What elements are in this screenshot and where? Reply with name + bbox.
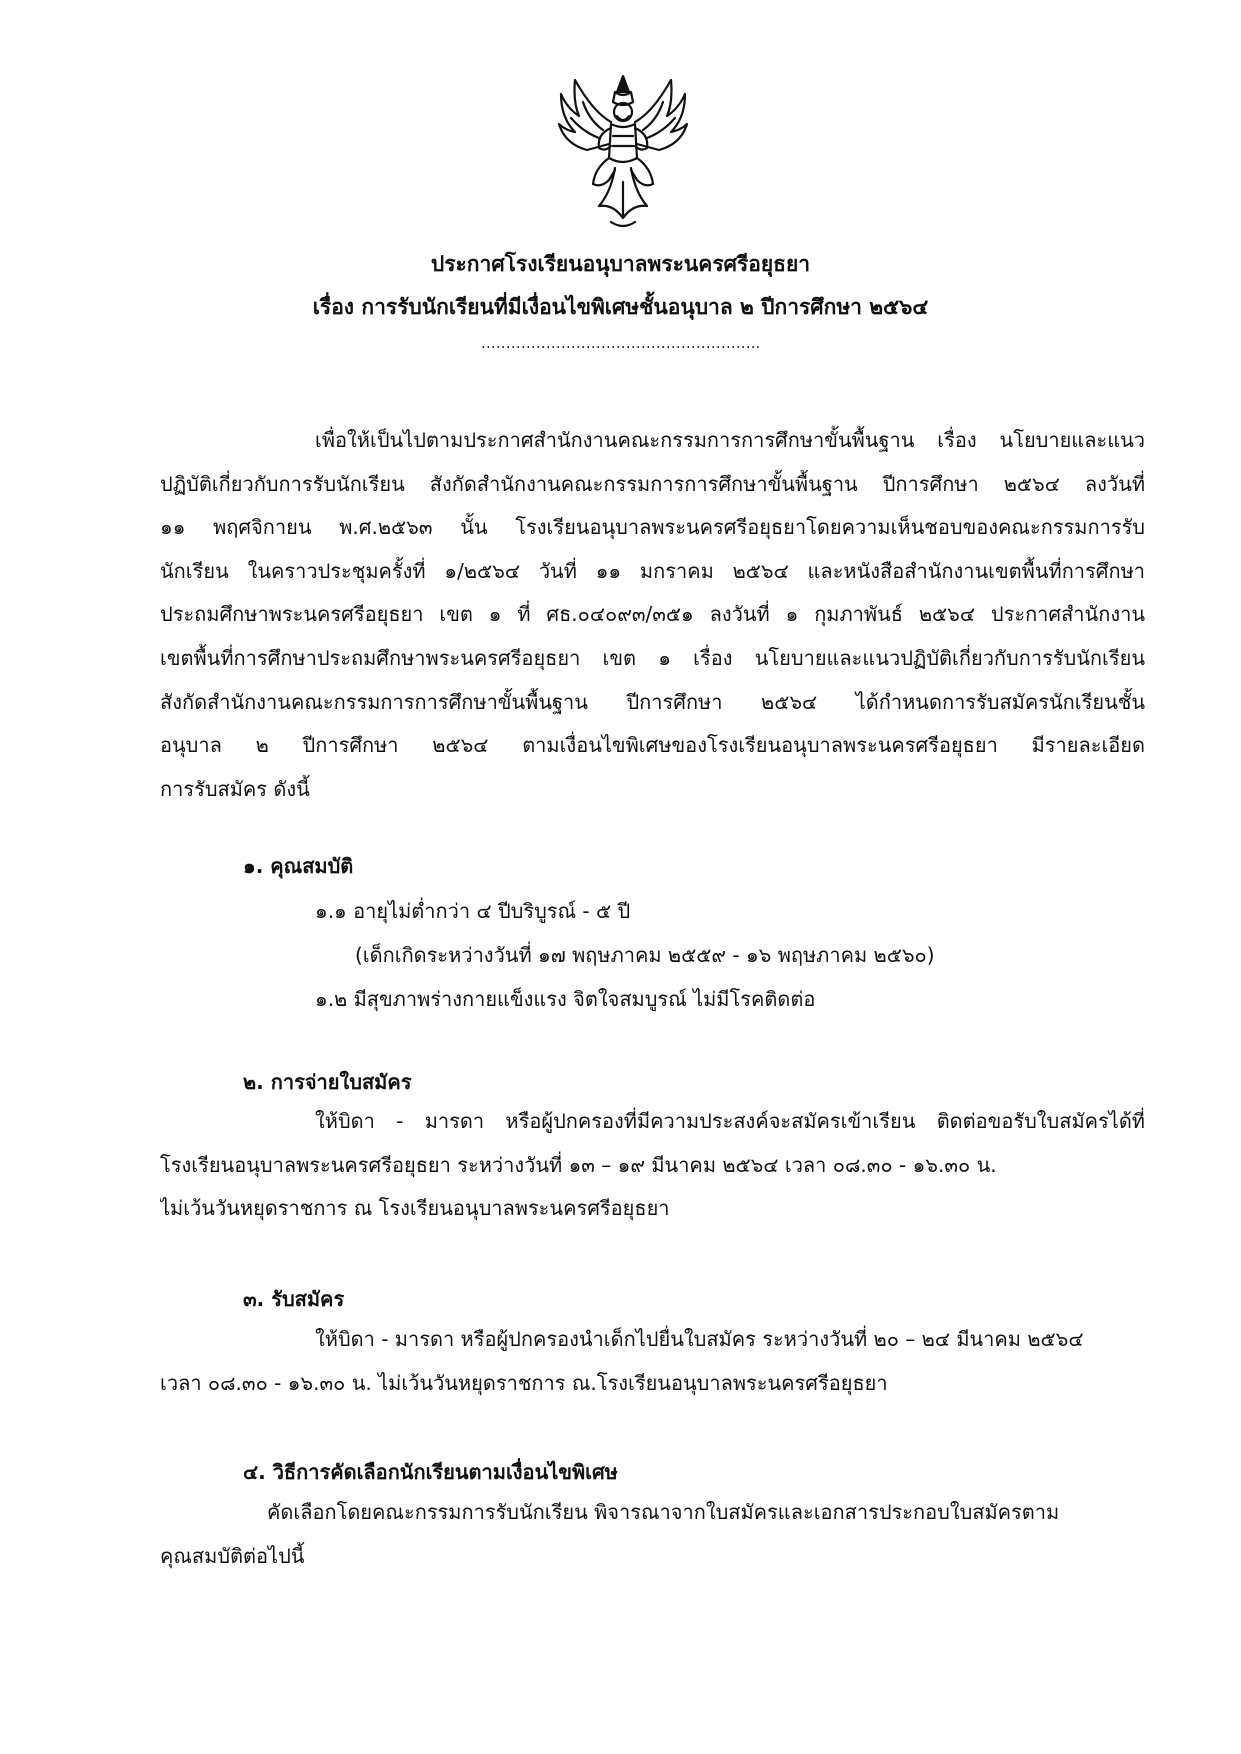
qualification-item-age: ๑.๑ อายุไม่ต่ำกว่า ๔ ปีบริบูรณ์ - ๕ ปี: [315, 899, 631, 923]
document-subject: เรื่อง การรับนักเรียนที่มีเงื่อนไขพิเศษชั้นอนุบาล ๒ ปีการศึกษา ๒๕๖๔: [312, 295, 929, 319]
intro-line: นักเรียน ในคราวประชุมครั้งที่ ๑/๒๕๖๔ วันที่ ๑๑ มกราคม ๒๕๖๔ และหนังสือสำนักงานเขตพื้นที่การศึกษา: [160, 558, 1145, 583]
garuda-emblem-icon: [553, 72, 693, 232]
section-heading-application-distribution: ๒. การจ่ายใบสมัคร: [243, 1070, 412, 1094]
intro-paragraph: [160, 419, 1145, 811]
qualification-item-birthdate-note: (เด็กเกิดระหว่างวันที่ ๑๗ พฤษภาคม ๒๕๕๙ - ๑๖ พฤษภาคม ๒๕๖๐): [355, 943, 935, 967]
document-title: ประกาศโรงเรียนอนุบาลพระนครศรีอยุธยา: [430, 252, 811, 276]
section-heading-selection-method: ๔. วิธีการคัดเลือกนักเรียนตามเงื่อนไขพิเศษ: [243, 1460, 618, 1484]
section-body-selection-method: [160, 1491, 1145, 1578]
intro-line: อนุบาล ๒ ปีการศึกษา ๒๕๖๔ ตามเงื่อนไขพิเศษของโรงเรียนอนุบาลพระนครศรีอยุธยา มีรายละเอียด: [160, 733, 1145, 758]
section-line: โรงเรียนอนุบาลพระนครศรีอยุธยา ระหว่างวันที่ ๑๓ – ๑๙ มีนาคม ๒๕๖๔ เวลา ๐๘.๓๐ - ๑๖.๓๐ น.: [160, 1152, 997, 1177]
qualification-item-health: ๑.๒ มีสุขภาพร่างกายแข็งแรง จิตใจสมบูรณ์ ไม่มีโรคติดต่อ: [315, 987, 816, 1011]
section-line: คัดเลือกโดยคณะกรรมการรับนักเรียน พิจารณาจากใบสมัครและเอกสารประกอบใบสมัครตาม: [267, 1500, 1060, 1524]
intro-line: เขตพื้นที่การศึกษาประถมศึกษาพระนครศรีอยุธยา เขต ๑ เรื่อง นโยบายและแนวปฏิบัติเกี่ยวกับการรับนักเรียน: [160, 645, 1145, 670]
intro-line: เพื่อให้เป็นไปตามประกาศสำนักงานคณะกรรมการการศึกษาขั้นพื้นฐาน เรื่อง นโยบายและแนว: [315, 428, 1145, 452]
section-body-application-submission: [160, 1318, 1145, 1405]
intro-line: การรับสมัคร ดังนี้: [160, 776, 310, 801]
section-body-application-distribution: [160, 1100, 1145, 1231]
intro-line: ปฏิบัติเกี่ยวกับการรับนักเรียน สังกัดสำนักงานคณะกรรมการการศึกษาขั้นพื้นฐาน ปีการศึกษา ๒๕๖๔ ลงวันที่: [160, 471, 1145, 496]
separator-dots: ………………………………………………..: [480, 334, 761, 352]
intro-line: สังกัดสำนักงานคณะกรรมการการศึกษาขั้นพื้นฐาน ปีการศึกษา ๒๕๖๔ ได้กำหนดการรับสมัครนักเรียนชั้น: [160, 689, 1145, 714]
section-heading-qualifications: ๑. คุณสมบัติ: [243, 854, 354, 878]
intro-line: ประถมศึกษาพระนครศรีอยุธยา เขต ๑ ที่ ศธ.๐๔๐๙๓/๓๕๑ ลงวันที่ ๑ กุมภาพันธ์ ๒๕๖๔ ประกาศสำนักงาน: [160, 602, 1145, 627]
section-heading-application-submission: ๓. รับสมัคร: [243, 1287, 345, 1311]
section-line: ไม่เว้นวันหยุดราชการ ณ โรงเรียนอนุบาลพระนครศรีอยุธยา: [160, 1196, 670, 1221]
section-line: ให้บิดา - มารดา หรือผู้ปกครองนำเด็กไปยื่นใบสมัคร ระหว่างวันที่ ๒๐ – ๒๔ มีนาคม ๒๕๖๔: [315, 1327, 1084, 1351]
section-line: คุณสมบัติต่อไปนี้: [160, 1543, 305, 1568]
section-line: เวลา ๐๘.๓๐ - ๑๖.๓๐ น. ไม่เว้นวันหยุดราชการ ณ.โรงเรียนอนุบาลพระนครศรีอยุธยา: [160, 1370, 888, 1395]
intro-line: ๑๑ พฤศจิกายน พ.ศ.๒๕๖๓ นั้น โรงเรียนอนุบาลพระนครศรีอยุธยาโดยความเห็นชอบของคณะกรรมการรับ: [160, 515, 1145, 540]
section-line: ให้บิดา - มารดา หรือผู้ปกครองที่มีความประสงค์จะสมัครเข้าเรียน ติดต่อขอรับใบสมัครได้ที่: [315, 1109, 1145, 1133]
